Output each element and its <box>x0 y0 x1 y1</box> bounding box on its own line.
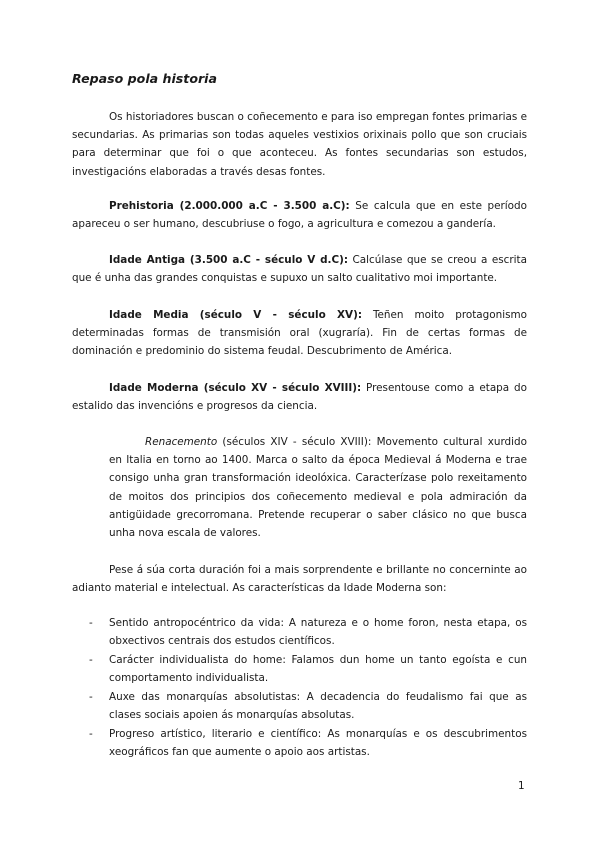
renacemento-term: Renacemento <box>145 436 218 448</box>
period-idade-moderna <box>72 379 527 415</box>
intro-paragraph: Os historiadores buscan o coñecemento e para iso empregan fontes primarias e secundarias. As primarias son todas aqueles vestixios orixinais pollo que son cruciais para determinar que foi o que aconteceu. As fontes secundarias son estudos, investigacións elaboradas a través desas fontes. <box>72 111 527 178</box>
period-text: Teñen moito protagonismo determinadas formas de transmisión oral (xugraría). Fin de certas formas de dominación e predominio do sistema feudal. Descubrimento de América. <box>72 309 527 358</box>
period-idade-antiga <box>72 251 527 287</box>
list-item <box>72 614 527 650</box>
bullet-dash: - <box>89 617 93 629</box>
renacemento-text: (séculos XIV - século XVIII): Movemento cultural xurdido en Italia en torno ao 1400. Marca o salto da época Medieval á Moderna e trae consigo unha gran transformación ideolóxica. Caracterízase polo rexeitamento de moitos dos principios dos coñecemento medieval e pola admiración da antigüidade grecorromana. Pretende recuperar o saber clásico no que busca unha nova escala de valores. <box>109 436 527 540</box>
page-number: 1 <box>518 780 525 792</box>
bullet-dash: - <box>89 691 93 703</box>
period-text: Presentouse como a etapa do estalido das invencións e progresos da ciencia. <box>72 382 527 413</box>
period-heading: Idade Media (século V - século XV): <box>109 309 362 321</box>
list-item <box>72 688 527 724</box>
period-text: Se calcula que en este período apareceu o ser humano, descubriuse o fogo, a agricultura e comezou a gandería. <box>72 200 527 231</box>
period-text: Calcúlase que se creou a escrita que é unha das grandes conquistas e supuxo un salto cualitativo moi importante. <box>72 254 527 285</box>
list-item-text: Sentido antropocéntrico da vida: A natureza e o home foron, nesta etapa, os obxectivos centrais dos estudos científicos. <box>109 617 527 647</box>
list-item <box>72 651 527 687</box>
bullet-dash: - <box>89 654 93 666</box>
period-heading: Prehistoria (2.000.000 a.C - 3.500 a.C): <box>109 200 350 212</box>
list-item-text: Auxe das monarquías absolutistas: A decadencia do feudalismo fai que as clases sociais apoien ás monarquías absolutas. <box>109 691 527 721</box>
page-title: Repaso pola historia <box>72 71 217 86</box>
period-heading: Idade Moderna (século XV - século XVIII): <box>109 382 362 394</box>
summary-paragraph: Pese á súa corta duración foi a mais sorprendente e brillante no concerninte ao adianto material e intelectual. As características da Idade Moderna son: <box>72 564 527 595</box>
characteristics-list <box>72 614 527 762</box>
period-idade-media <box>72 306 527 361</box>
period-prehistoria <box>72 197 527 233</box>
list-item <box>72 725 527 761</box>
list-item-text: Progreso artístico, literario e científico: As monarquías e os descubrimentos xeográficos fan que aumente o apoio aos artistas. <box>109 728 527 758</box>
renacemento-paragraph <box>109 433 527 542</box>
period-heading: Idade Antiga (3.500 a.C - século V d.C): <box>109 254 349 266</box>
list-item-text: Carácter individualista do home: Falamos dun home un tanto egoísta e cun comportamento individualista. <box>109 654 527 684</box>
bullet-dash: - <box>89 728 93 740</box>
